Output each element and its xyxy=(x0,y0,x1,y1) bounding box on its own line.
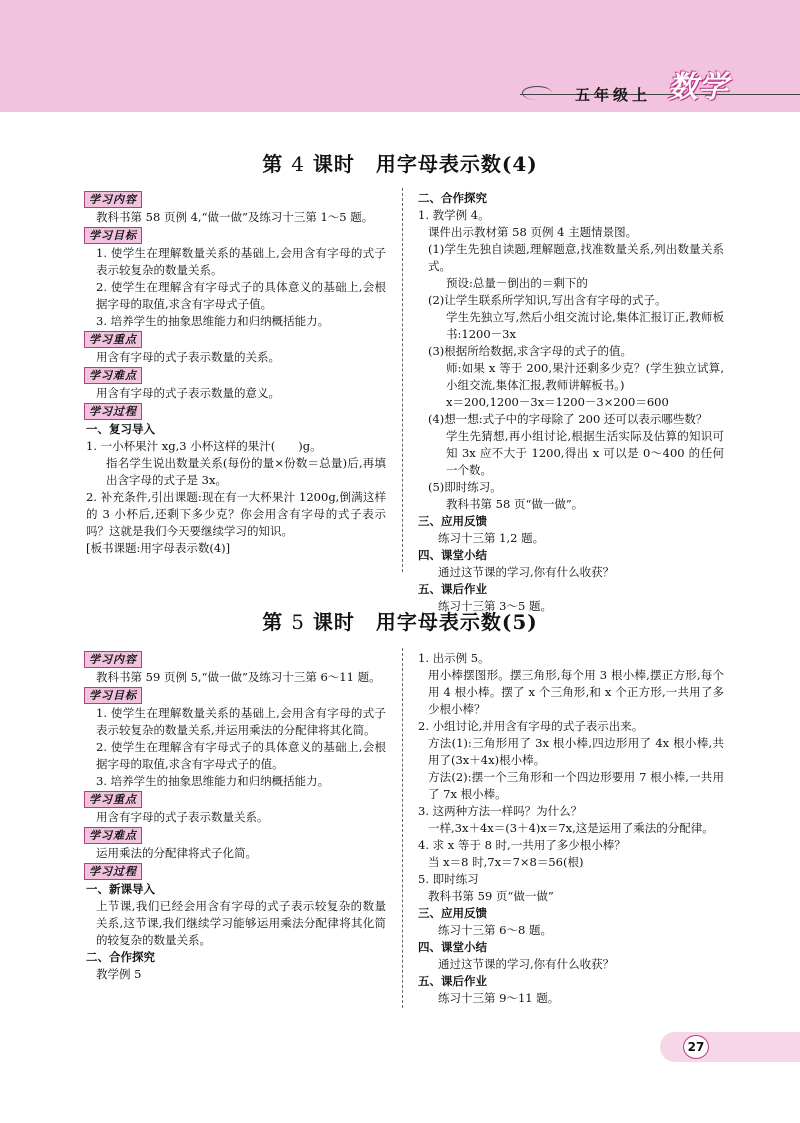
paragraph: 5. 即时练习 xyxy=(418,872,479,886)
paragraph: 用含有字母的式子表示数量的意义。 xyxy=(96,386,280,400)
paragraph: 指名学生说出数量关系(每份的量×份数＝总量)后,再填出含字母的式子是 3x。 xyxy=(106,456,386,487)
paragraph: 1. 使学生在理解数量关系的基础上,会用含有字母的式子表示较复杂的数量关系。 xyxy=(96,246,386,277)
paragraph: 4. 求 x 等于 8 时,一共用了多少根小棒？ xyxy=(418,838,626,852)
paragraph: 运用乘法的分配律将式子化简。 xyxy=(96,846,257,860)
paragraph: 3. 培养学生的抽象思维能力和归纳概括能力。 xyxy=(96,314,330,328)
paragraph: 用小棒摆图形。摆三角形,每个用 3 根小棒,摆正方形,每个用 4 根小棒。摆了 x 个三角形,和 x 个正方形,一共用了多少根小棒？ xyxy=(428,668,724,716)
paragraph: 当 x＝8 时,7x＝7×8＝56(根) xyxy=(428,855,584,869)
paragraph: 1. 教学例 4。 xyxy=(418,208,490,222)
paragraph: 方法(2):摆一个三角形和一个四边形要用 7 根小棒,一共用了 7x 根小棒。 xyxy=(428,770,724,801)
paragraph: (1)学生先独自读题,理解题意,找准数量关系,列出数量关系式。 xyxy=(428,242,724,273)
section-heading: 三、应用反馈 xyxy=(418,514,487,528)
section-tag-row xyxy=(86,686,386,705)
section-heading: 四、课堂小结 xyxy=(418,548,487,562)
section-tag-row xyxy=(86,790,386,809)
section-tag-row xyxy=(86,330,386,349)
paragraph: 1. 出示例 5。 xyxy=(418,651,490,665)
lesson-4-right-column xyxy=(418,190,724,615)
subject-logo: 数学 xyxy=(668,70,728,105)
section-tag: 学习难点 xyxy=(84,367,142,384)
paragraph: 练习十三第 1,2 题。 xyxy=(438,531,545,545)
paragraph: 练习十三第 6～8 题。 xyxy=(438,923,552,937)
section-tag-row xyxy=(86,402,386,421)
paragraph: 2. 小组讨论,并用含有字母的式子表示出来。 xyxy=(418,719,644,733)
page-number: 27 xyxy=(683,1035,709,1059)
section-tag: 学习内容 xyxy=(84,191,142,208)
section-tag-row xyxy=(86,190,386,209)
section-tag-row xyxy=(86,366,386,385)
section-heading: 一、复习导入 xyxy=(86,422,155,436)
lesson-5-title xyxy=(0,606,800,635)
section-tag-row xyxy=(86,826,386,845)
paragraph: 课件出示教材第 58 页例 4 主题情景图。 xyxy=(428,225,638,239)
paragraph: 通过这节课的学习,你有什么收获？ xyxy=(438,565,615,579)
title-number: 5 xyxy=(291,610,305,634)
section-tag: 学习过程 xyxy=(84,863,142,880)
section-heading: 二、合作探究 xyxy=(86,950,155,964)
paragraph: 2. 使学生在理解含有字母式子的具体意义的基础上,会根据字母的取值,求含有字母式子值。 xyxy=(96,280,386,311)
section-tag: 学习重点 xyxy=(84,331,142,348)
title-text: 课时 用字母表示数(5) xyxy=(312,610,538,634)
paragraph: 3. 这两种方法一样吗？为什么？ xyxy=(418,804,583,818)
paragraph: 2. 使学生在理解含有字母式子的具体意义的基础上,会根据字母的取值,求含有字母式子的值。 xyxy=(96,740,386,771)
section-tag-row xyxy=(86,862,386,881)
title-prefix: 第 xyxy=(262,610,284,634)
lesson-4-title xyxy=(0,148,800,177)
title-prefix: 第 xyxy=(262,152,284,176)
paragraph: 学生先猜想,再小组讨论,根据生活实际及估算的知识可知 3x 应不大于 1200,得出 x 可以是 0～400 的任何一个数。 xyxy=(446,429,724,477)
paragraph: 教学例 5 xyxy=(96,967,142,981)
paragraph: 1. 使学生在理解数量关系的基础上,会用含有字母的式子表示较复杂的数量关系,并运用乘法的分配律将其化简。 xyxy=(96,706,386,737)
section-heading: 一、新课导入 xyxy=(86,882,155,896)
paragraph: x＝200,1200－3x＝1200－3×200＝600 xyxy=(446,395,669,409)
paragraph: 用含有字母的式子表示数量关系。 xyxy=(96,810,269,824)
paragraph: [板书课题:用字母表示数(4)] xyxy=(86,541,231,555)
section-tag-row xyxy=(86,650,386,669)
paragraph: 用含有字母的式子表示数量的关系。 xyxy=(96,350,280,364)
section-tag: 学习过程 xyxy=(84,403,142,420)
lesson-4-left-column xyxy=(86,190,386,557)
paragraph: (4)想一想:式子中的字母除了 200 还可以表示哪些数？ xyxy=(428,412,708,426)
section-heading: 三、应用反馈 xyxy=(418,906,487,920)
paragraph: 教科书第 58 页例 4,“做一做”及练习十三第 1～5 题。 xyxy=(96,210,374,224)
column-divider xyxy=(402,188,403,572)
section-tag: 学习内容 xyxy=(84,651,142,668)
paragraph: 2. 补充条件,引出课题:现在有一大杯果汁 1200g,倒满这样的 3 小杯后,还剩下多少克？你会用含有字母的式子表示吗？这就是我们今天要继续学习的知识。 xyxy=(86,490,386,538)
section-tag: 学习重点 xyxy=(84,791,142,808)
page-number-tab xyxy=(660,1032,800,1062)
paragraph: 教科书第 59 页例 5,“做一做”及练习十三第 6～11 题。 xyxy=(96,670,381,684)
section-tag: 学习目标 xyxy=(84,227,142,244)
paragraph: 1. 一小杯果汁 xg,3 小杯这样的果汁( )g。 xyxy=(86,439,322,453)
paragraph: 教科书第 59 页“做一做” xyxy=(428,889,554,903)
section-heading: 五、课后作业 xyxy=(418,582,487,596)
paragraph: 教科书第 58 页“做一做”。 xyxy=(446,497,584,511)
paragraph: (2)让学生联系所学知识,写出含有字母的式子。 xyxy=(428,293,667,307)
section-tag-row xyxy=(86,226,386,245)
paragraph: 师:如果 x 等于 200,果汁还剩多少克？(学生独立试算,小组交流,集体汇报,教师讲解板书。) xyxy=(446,361,724,392)
grade-label: 五年级上 xyxy=(575,86,652,104)
paragraph: 一样,3x＋4x＝(3＋4)x＝7x,这是运用了乘法的分配律。 xyxy=(428,821,714,835)
paragraph: 预设:总量－倒出的＝剩下的 xyxy=(446,276,588,290)
paragraph: (5)即时练习。 xyxy=(428,480,502,494)
paragraph: 3. 培养学生的抽象思维能力和归纳概括能力。 xyxy=(96,774,330,788)
column-divider xyxy=(402,648,403,1008)
paragraph: 上节课,我们已经会用含有字母的式子表示较复杂的数量关系,这节课,我们继续学习能够运用乘法分配律将其化简的较复杂的数量关系。 xyxy=(96,899,386,947)
section-tag: 学习难点 xyxy=(84,827,142,844)
paragraph: 学生先独立写,然后小组交流讨论,集体汇报订正,教师板书:1200－3x xyxy=(446,310,724,341)
section-heading: 四、课堂小结 xyxy=(418,940,487,954)
lesson-5-right-column xyxy=(418,650,724,1007)
paragraph: 方法(1):三角形用了 3x 根小棒,四边形用了 4x 根小棒,共用了(3x＋4x)根小棒。 xyxy=(428,736,724,767)
header-flourish-icon xyxy=(522,86,552,100)
title-text: 课时 用字母表示数(4) xyxy=(312,152,538,176)
section-heading: 二、合作探究 xyxy=(418,191,487,205)
title-number: 4 xyxy=(291,152,305,176)
paragraph: 练习十三第 3～5 题。 xyxy=(438,599,552,613)
lesson-5-left-column xyxy=(86,650,386,983)
section-tag: 学习目标 xyxy=(84,687,142,704)
paragraph: (3)根据所给数据,求含字母的式子的值。 xyxy=(428,344,632,358)
section-heading: 五、课后作业 xyxy=(418,974,487,988)
paragraph: 通过这节课的学习,你有什么收获？ xyxy=(438,957,615,971)
paragraph: 练习十三第 9～11 题。 xyxy=(438,991,560,1005)
